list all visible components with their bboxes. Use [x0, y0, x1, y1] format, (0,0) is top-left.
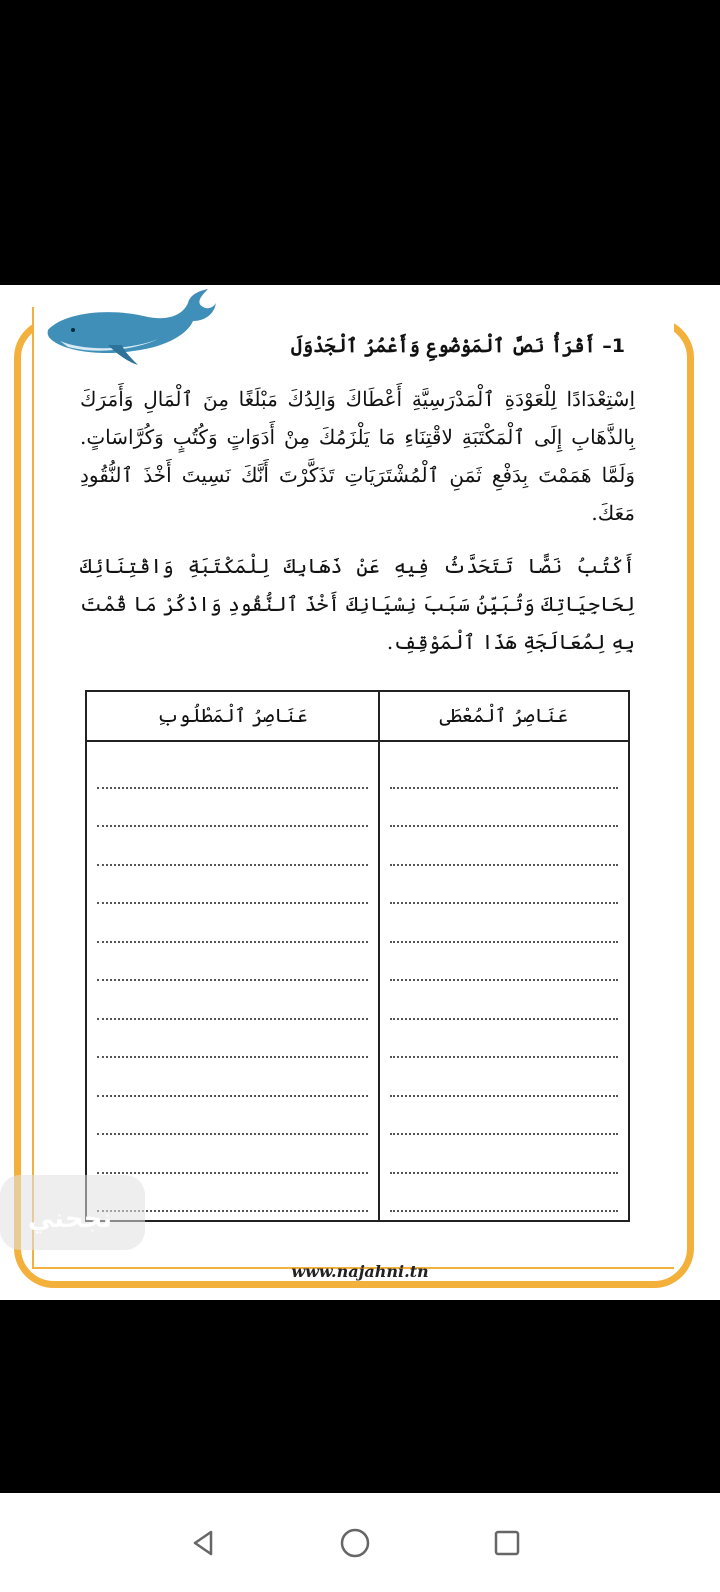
- required-column[interactable]: [86, 741, 379, 1221]
- recents-button[interactable]: [482, 1518, 532, 1568]
- dotted-answer-line[interactable]: [390, 1097, 618, 1136]
- exercise-number: 1–: [602, 335, 625, 357]
- dotted-answer-line[interactable]: [390, 1058, 618, 1097]
- dotted-answer-line[interactable]: [97, 943, 368, 982]
- dotted-answer-line[interactable]: [390, 1174, 618, 1213]
- site-url: www.najahni.tn: [291, 1262, 429, 1281]
- worksheet-page: [0, 285, 720, 1300]
- android-nav-bar: [0, 1493, 720, 1592]
- elements-table: [85, 690, 630, 1222]
- instruction-paragraph: أَكْتُبُ نَصًّا تَتَحَدَّثُ فِيهِ عَنْ ذَهَابِكَ لِلْمَكْتَبَةِ وَاقْتِنَائِكَ لِحَاجِيَاتِكَ وَتُبَيِّنُ سَبَبَ نِسْيَانِكَ أَخْذَ ٱلنُّقُودِ وَاذْكُرْ مَا قُمْتَ بِهِ لِمُعَالَجَةِ هَذَا ٱلْمَوْقِفِ.: [80, 554, 635, 654]
- dotted-answer-line[interactable]: [390, 981, 618, 1020]
- dotted-answer-line[interactable]: [390, 827, 618, 866]
- triangle-back-icon: [188, 1528, 218, 1558]
- dotted-answer-line[interactable]: [390, 1020, 618, 1059]
- dotted-answer-line[interactable]: [97, 827, 368, 866]
- exercise-title: أَقْرَأُ نَصَّ ٱلْمَوْضُوعِ وَأَعْمُرُ ٱلْجَدْوَلَ: [290, 335, 596, 357]
- dotted-answer-line[interactable]: [97, 1058, 368, 1097]
- header-given: عَنَاصِرُ ٱلْمُعْطَى: [379, 691, 629, 741]
- dotted-answer-line[interactable]: [390, 789, 618, 828]
- dotted-answer-line[interactable]: [97, 1097, 368, 1136]
- dotted-answer-line[interactable]: [390, 943, 618, 982]
- dotted-answer-line[interactable]: [97, 866, 368, 905]
- story-paragraph: اِسْتِعْدَادًا لِلْعَوْدَةِ ٱلْمَدْرَسِيَّةِ أَعْطَاكَ وَالِدُكَ مَبْلَغًا مِنَ ٱلْمَالِ وَأَمَرَكَ بِالذَّهَابِ إِلَى ٱلْمَكْتَبَةِ لاقْتِنَاءِ مَا يَلْزَمُكَ مِنْ أَدَوَاتٍ وَكُتُبٍ وَكُرَّاسَاتٍ. وَلَمَّا هَمَمْتَ بِدَفْعِ ثَمَنِ ٱلْمُشْتَرَيَاتِ تَذَكَّرْتَ أَنَّكَ نَسِيتَ أَخْذَ ٱلنُّقُودِ مَعَكَ.: [80, 387, 635, 525]
- exercise-heading: [291, 335, 625, 357]
- back-button[interactable]: [178, 1518, 228, 1568]
- circle-home-icon: [338, 1526, 372, 1560]
- dotted-answer-line[interactable]: [97, 1020, 368, 1059]
- header-required: عَنَاصِرُ ٱلْمَطْلُوبِ: [86, 691, 379, 741]
- given-column[interactable]: [379, 741, 629, 1221]
- dotted-answer-line[interactable]: [390, 750, 618, 789]
- dotted-answer-line[interactable]: [97, 750, 368, 789]
- dotted-answer-line[interactable]: [97, 981, 368, 1020]
- dotted-answer-line[interactable]: [390, 1135, 618, 1174]
- square-recents-icon: [492, 1528, 522, 1558]
- najahni-logo-watermark: [0, 1165, 150, 1255]
- dotted-answer-line[interactable]: [390, 866, 618, 905]
- dotted-answer-line[interactable]: [97, 789, 368, 828]
- watermark-text: نجحني: [27, 1204, 113, 1234]
- whale-icon: [38, 285, 218, 370]
- dotted-answer-line[interactable]: [97, 904, 368, 943]
- home-button[interactable]: [330, 1518, 380, 1568]
- dotted-answer-line[interactable]: [390, 904, 618, 943]
